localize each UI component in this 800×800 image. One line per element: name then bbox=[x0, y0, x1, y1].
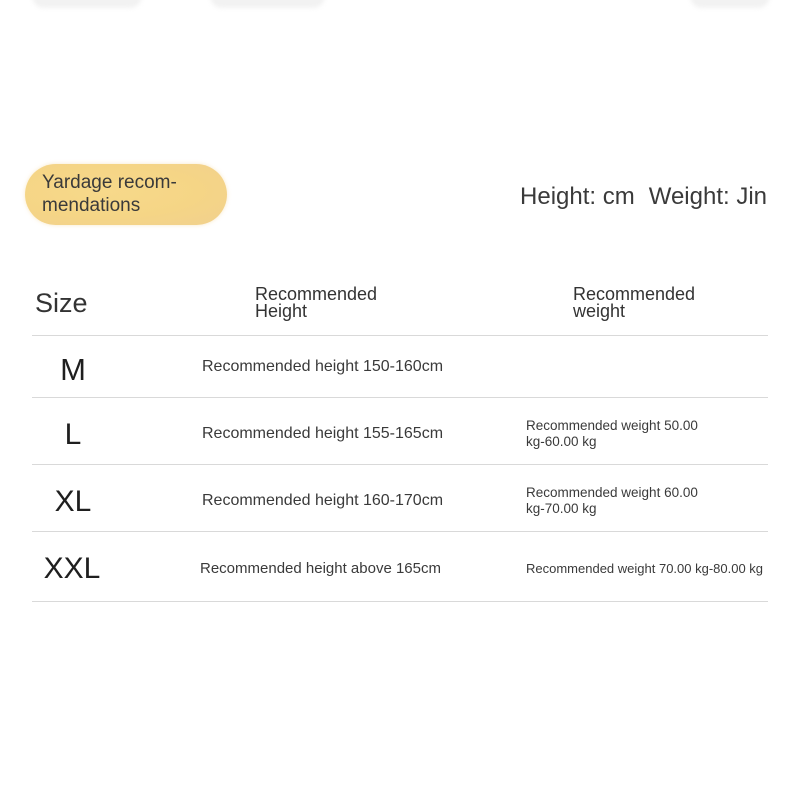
weight-unit-label: Weight: Jin bbox=[648, 183, 767, 210]
table-row bbox=[32, 336, 768, 398]
row-size: L bbox=[64, 418, 82, 451]
header-recommended-height: Recommended Height bbox=[255, 284, 378, 321]
cropped-shape-right bbox=[690, 0, 770, 8]
height-unit-label: Height: cm bbox=[520, 183, 635, 210]
table-row bbox=[32, 398, 768, 465]
row-weight: Recommended weight 70.00 kg-80.00 kg bbox=[526, 561, 764, 576]
row-weight: Recommended weight 60.00 kg-70.00 kg bbox=[526, 485, 698, 516]
cropped-shape-middle bbox=[210, 0, 325, 8]
row-height: Recommended height 155-165cm bbox=[202, 425, 444, 442]
header-size: Size bbox=[35, 288, 88, 318]
table-row bbox=[32, 465, 768, 532]
row-height: Recommended height above 165cm bbox=[200, 560, 441, 577]
row-size: XL bbox=[54, 485, 92, 518]
table-header bbox=[32, 270, 768, 336]
table-row bbox=[32, 532, 768, 602]
header-recommended-weight: Recommended weight bbox=[573, 284, 696, 321]
row-size: XXL bbox=[43, 552, 101, 585]
yardage-recommendations-badge bbox=[25, 164, 227, 225]
row-height: Recommended height 160-170cm bbox=[202, 492, 444, 509]
row-weight: Recommended weight 50.00 kg-60.00 kg bbox=[526, 418, 698, 449]
units-note bbox=[520, 183, 767, 211]
row-height: Recommended height 150-160cm bbox=[202, 358, 444, 375]
badge-label: Yardage recom- mendations bbox=[42, 172, 177, 216]
size-chart-table bbox=[32, 270, 768, 602]
row-size: M bbox=[60, 352, 86, 387]
cropped-shape-left bbox=[32, 0, 142, 8]
